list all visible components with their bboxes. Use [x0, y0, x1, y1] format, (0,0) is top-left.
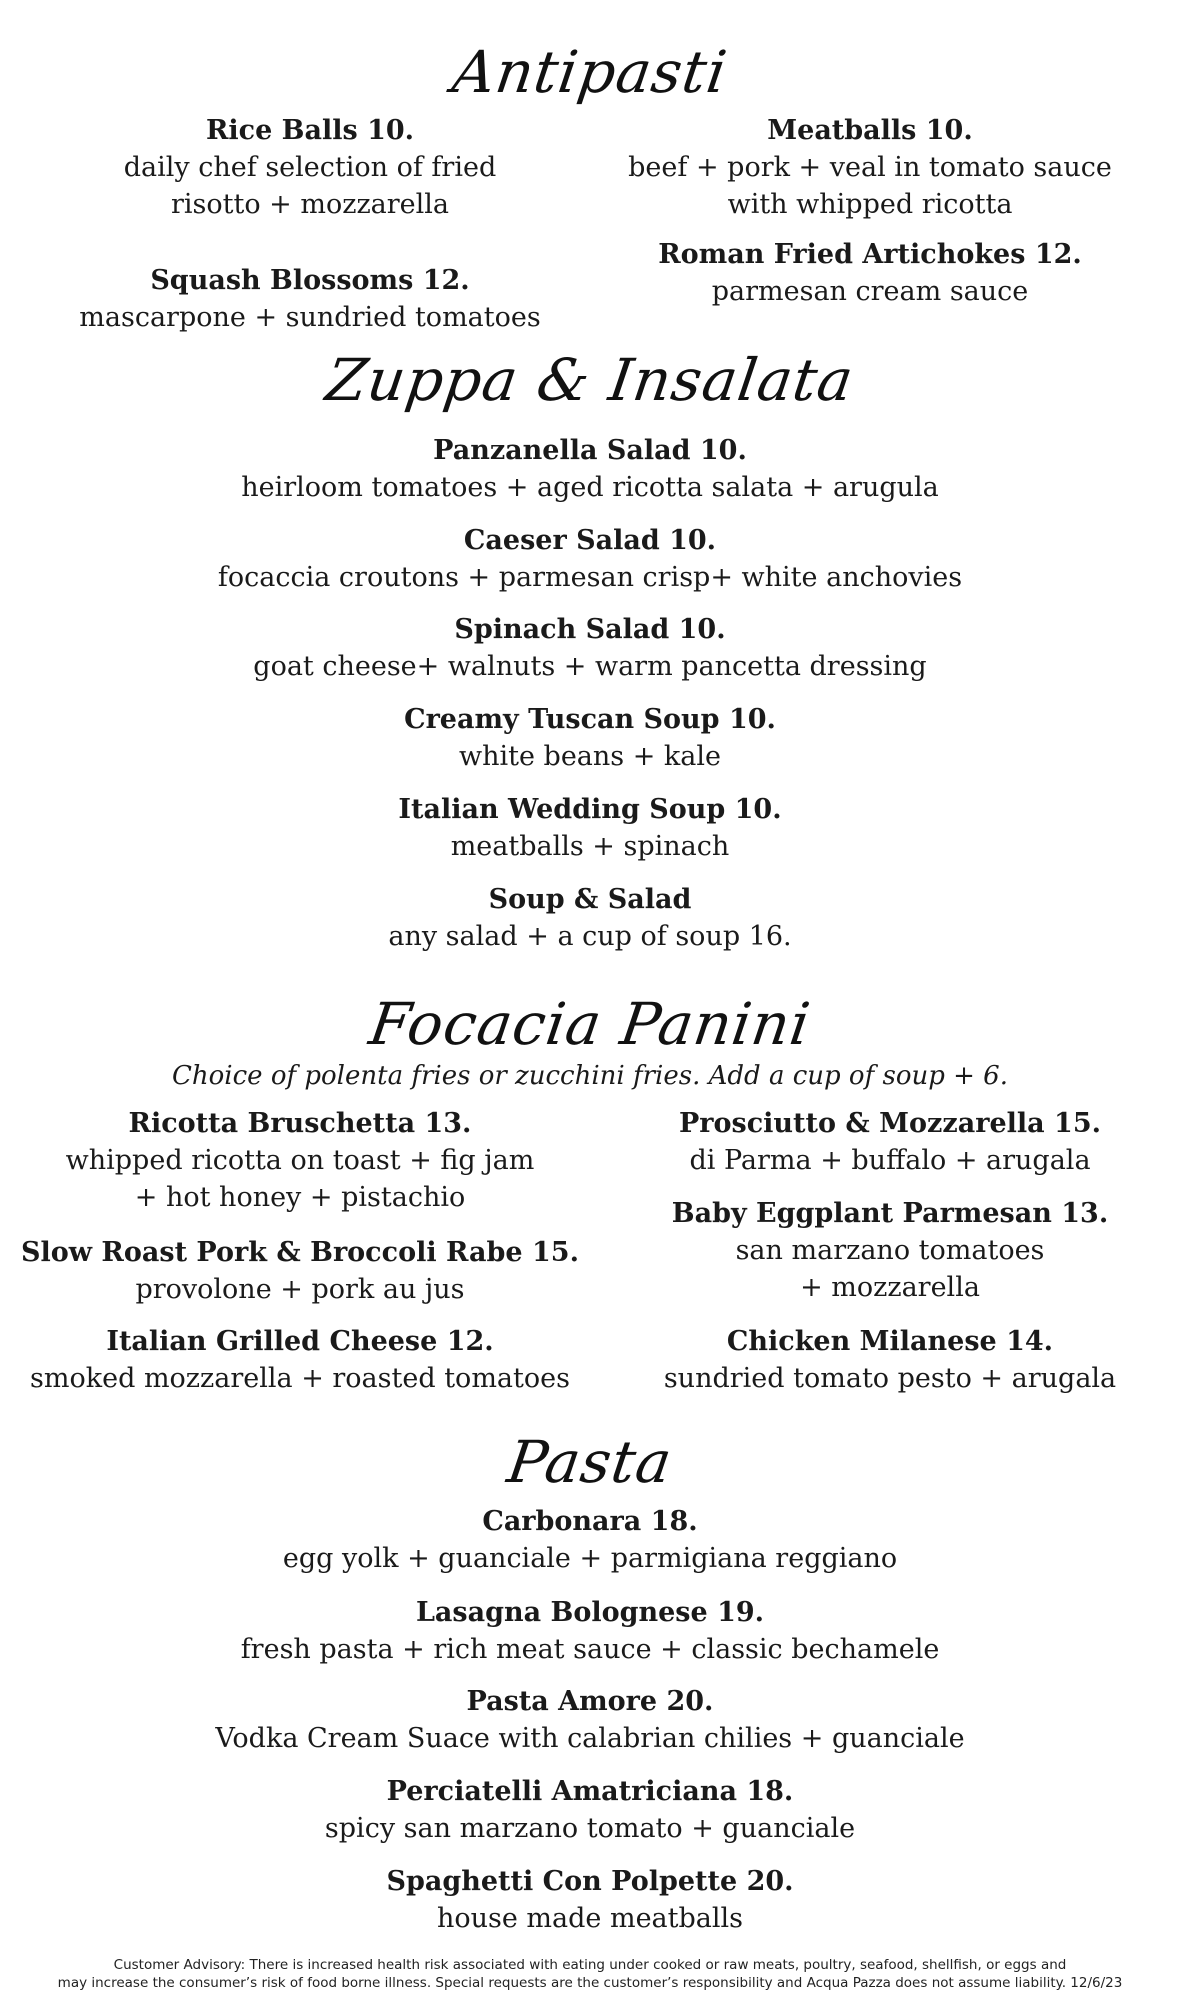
item-desc: Vodka Cream Suace with calabrian chilies + guanciale: [215, 1723, 965, 1754]
menu-item: [140, 1683, 1040, 1757]
menu-item: [140, 1503, 1040, 1577]
item-name: Ricotta Bruschetta 13.: [128, 1108, 472, 1139]
item-name: Lasagna Bolognese 19.: [415, 1597, 765, 1628]
item-name: Rice Balls 10.: [205, 115, 415, 146]
item-name: Chicken Milanese 14.: [726, 1326, 1054, 1357]
item-name: Creamy Tuscan Soup 10.: [404, 704, 776, 735]
menu-item: [60, 262, 560, 336]
item-name: Squash Blossoms 12.: [150, 265, 470, 296]
panini-note: Choice of polenta fries or zucchini fries. Add a cup of soup + 6.: [172, 1061, 1008, 1091]
item-desc: goat cheese+ walnuts + warm pancetta dressing: [253, 651, 927, 682]
menu-item: [140, 791, 1040, 865]
item-desc: white beans + kale: [458, 741, 721, 772]
item-desc: focaccia croutons + parmesan crisp+ white anchovies: [217, 562, 963, 593]
item-desc: mascarpone + sundried tomatoes: [79, 302, 541, 333]
menu-item: [620, 1195, 1160, 1306]
item-name: Prosciutto & Mozzarella 15.: [678, 1108, 1102, 1139]
menu-item: [140, 432, 1040, 506]
item-desc: parmesan cream sauce: [711, 276, 1029, 307]
item-name: Spinach Salad 10.: [454, 614, 726, 645]
item-desc: di Parma + buffalo + arugala: [689, 1145, 1091, 1176]
menu-item: [620, 1323, 1160, 1397]
item-desc: + hot honey + pistachio: [134, 1182, 466, 1213]
customer-advisory: [0, 1956, 1180, 1992]
menu-item: [140, 522, 1040, 596]
menu-item: [140, 881, 1040, 955]
item-desc: provolone + pork au jus: [135, 1274, 465, 1305]
item-desc: daily chef selection of fried: [123, 152, 497, 183]
menu-item: [620, 236, 1120, 310]
menu-item: [0, 1234, 600, 1308]
advisory-line: may increase the consumer’s risk of food borne illness. Special requests are the customer’s responsibility and Acqua Pazza does not assume liability. 12/6/23: [57, 1975, 1123, 1991]
menu-item: [140, 1594, 1040, 1668]
menu-item: [0, 1105, 600, 1216]
item-desc: fresh pasta + rich meat sauce + classic bechamele: [240, 1634, 940, 1665]
item-desc: beef + pork + veal in tomato sauce: [628, 152, 1112, 183]
advisory-line: Customer Advisory: There is increased health risk associated with eating under cooked or raw meats, poultry, seafood, shellfish, or eggs and: [113, 1957, 1067, 1973]
menu-item: [140, 1863, 1040, 1937]
menu-item: [140, 1773, 1040, 1847]
item-name: Spaghetti Con Polpette 20.: [386, 1866, 794, 1897]
item-desc: + mozzarella: [800, 1272, 980, 1303]
menu-item: [60, 112, 560, 223]
item-name: Italian Wedding Soup 10.: [398, 794, 782, 825]
item-name: Slow Roast Pork & Broccoli Rabe 15.: [21, 1237, 579, 1268]
item-desc: sundried tomato pesto + arugala: [663, 1363, 1117, 1394]
item-name: Meatballs 10.: [767, 115, 973, 146]
item-name: Italian Grilled Cheese 12.: [106, 1326, 494, 1357]
item-name: Perciatelli Amatriciana 18.: [386, 1776, 794, 1807]
menu-item: [140, 611, 1040, 685]
item-desc: whipped ricotta on toast + fig jam: [65, 1145, 535, 1176]
item-desc: smoked mozzarella + roasted tomatoes: [30, 1363, 570, 1394]
menu-item: [140, 701, 1040, 775]
item-desc: san marzano tomatoes: [735, 1235, 1045, 1266]
focacia-panini-heading: Focacia Panini: [365, 990, 815, 1058]
item-name: Pasta Amore 20.: [466, 1686, 714, 1717]
item-name: Caeser Salad 10.: [463, 525, 717, 556]
menu-item: [620, 1105, 1160, 1179]
item-desc: meatballs + spinach: [450, 831, 730, 862]
zuppa-insalata-heading: Zuppa & Insalata: [321, 346, 859, 414]
item-desc: with whipped ricotta: [727, 189, 1013, 220]
item-desc: heirloom tomatoes + aged ricotta salata + arugula: [241, 472, 939, 503]
item-name: Roman Fried Artichokes 12.: [658, 239, 1082, 270]
item-desc: spicy san marzano tomato + guanciale: [324, 1813, 856, 1844]
menu-item: [0, 1323, 600, 1397]
item-name: Panzanella Salad 10.: [433, 435, 747, 466]
item-name: Carbonara 18.: [482, 1506, 698, 1537]
item-desc: any salad + a cup of soup 16.: [388, 921, 792, 952]
antipasti-heading: Antipasti: [448, 38, 732, 106]
pasta-heading: Pasta: [503, 1428, 677, 1496]
menu-item: [620, 112, 1120, 223]
item-desc: house made meatballs: [436, 1903, 744, 1934]
item-name: Baby Eggplant Parmesan 13.: [671, 1198, 1109, 1229]
item-name: Soup & Salad: [488, 884, 692, 915]
item-desc: egg yolk + guanciale + parmigiana reggiano: [282, 1543, 898, 1574]
item-desc: risotto + mozzarella: [170, 189, 450, 220]
